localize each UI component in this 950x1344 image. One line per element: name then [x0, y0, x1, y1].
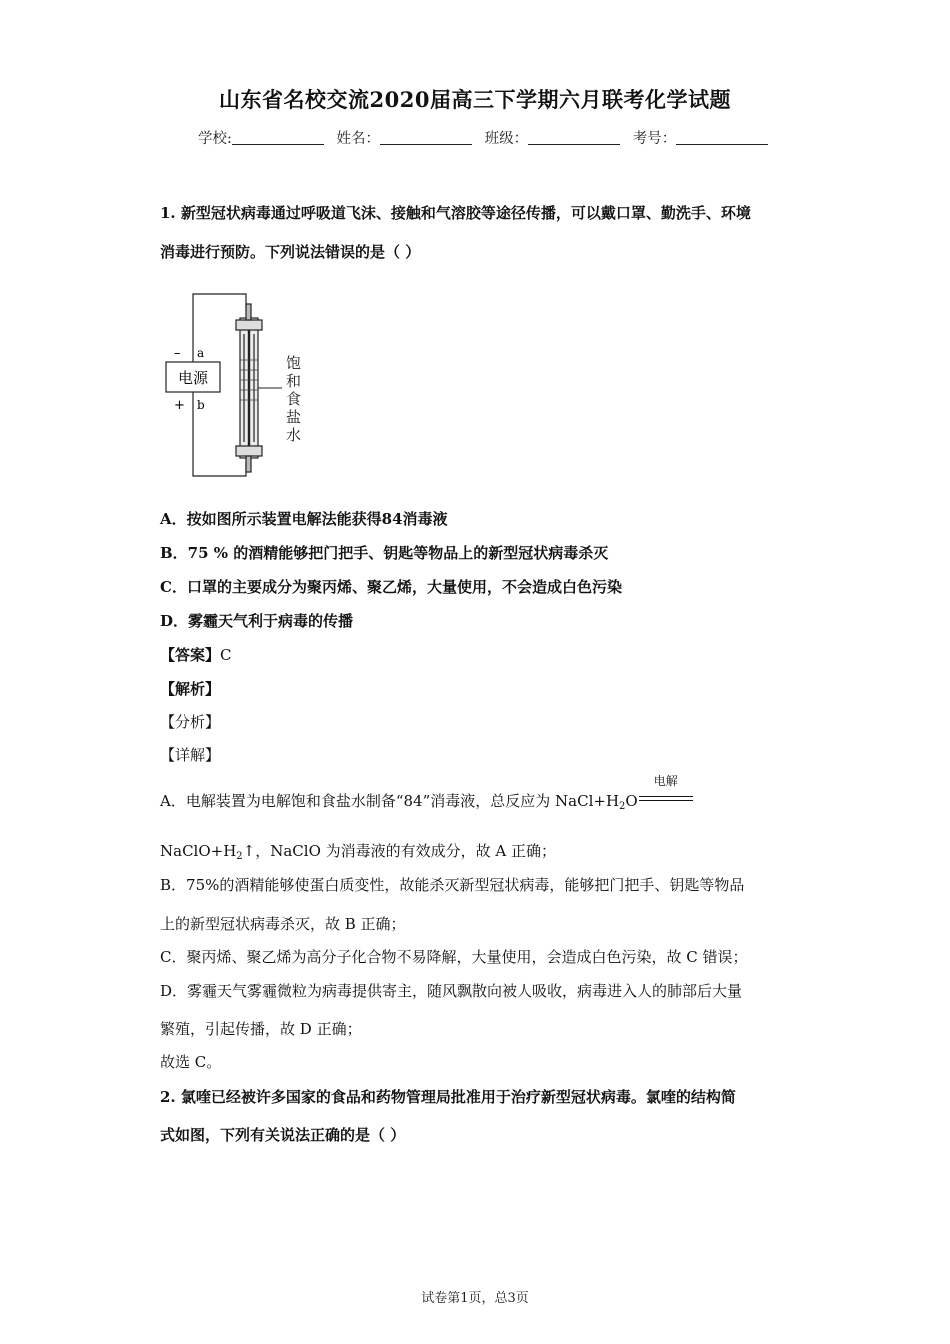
expl-a-prefix: A．电解装置为电解饱和食盐水制备“84”消毒液，总反应为 NaCl+H	[160, 792, 620, 810]
q1-option-c[interactable]: C．口罩的主要成分为聚丙烯、聚乙烯，大量使用，不会造成白色污染	[160, 578, 622, 596]
expl-a2-rest: ↑，NaClO 为消毒液的有效成分，故 A 正确；	[242, 842, 557, 860]
solution-char-3: 食	[286, 390, 302, 408]
name-blank[interactable]	[380, 130, 472, 145]
answer-line	[160, 644, 232, 665]
expl-a-sub: 2	[619, 801, 626, 812]
exam-number-label: 考号：	[632, 131, 677, 147]
plus-sign: +	[174, 398, 185, 413]
solution-label	[286, 354, 301, 444]
expl-a-line1	[160, 774, 693, 812]
expl-b-line2: 上的新型冠状病毒杀灭，故 B 正确；	[160, 915, 406, 933]
page-title: 山东省名校交流2020届高三下学期六月联考化学试题	[219, 87, 731, 112]
expl-a2-sub: 2	[236, 851, 243, 862]
detail-heading: 【详解】	[160, 746, 221, 764]
expl-a-line2	[160, 840, 556, 862]
expl-b-line1: B．75%的酒精能够使蛋白质变性，故能杀灭新型冠状病毒，能够把门把手、钥匙等物品	[160, 876, 745, 894]
electrolysis-equals-sign	[639, 774, 693, 804]
solution-char-1: 饱	[286, 354, 302, 372]
expl-c-line: C．聚丙烯、聚乙烯为高分子化合物不易降解，大量使用，会造成白色污染，故 C 错误；	[160, 948, 748, 966]
school-blank[interactable]	[232, 130, 324, 145]
terminal-a: a	[197, 346, 205, 360]
minus-sign: –	[174, 346, 181, 361]
expl-a2-pre: NaClO+H	[160, 842, 237, 860]
answer-label: 【答案】	[160, 646, 221, 664]
class-blank[interactable]	[528, 130, 620, 145]
electrolysis-apparatus-figure	[160, 290, 320, 480]
solution-char-5: 水	[286, 426, 302, 444]
expl-d-line2: 繁殖，引起传播，故 D 正确；	[160, 1020, 362, 1038]
student-info-row	[198, 127, 776, 148]
q1-option-a[interactable]: A．按如图所示装置电解法能获得84消毒液	[160, 510, 448, 528]
terminal-b: b	[197, 398, 205, 412]
q1-option-d[interactable]: D．雾霾天气利于病毒的传播	[160, 612, 354, 630]
analysis-heading: 【解析】	[160, 680, 221, 698]
q2-stem-line2: 式如图，下列有关说法正确的是（ ）	[160, 1126, 406, 1144]
q1-option-b[interactable]: B．75 % 的酒精能够把门把手、钥匙等物品上的新型冠状病毒杀灭	[160, 544, 609, 562]
electrolysis-condition: 电解	[653, 774, 678, 788]
page-footer: 试卷第1页，总3页	[421, 1291, 529, 1306]
expl-a-o: O	[625, 792, 638, 810]
answer-value: C	[220, 646, 232, 664]
fenxi-heading: 【分析】	[160, 713, 221, 731]
q2-stem-line1: 2. 氯喹已经被许多国家的食品和药物管理局批准用于治疗新型冠状病毒。氯喹的结构简	[160, 1088, 736, 1106]
exam-number-blank[interactable]	[676, 130, 768, 145]
name-label: 姓名：	[336, 131, 380, 147]
q1-stem-line2: 消毒进行预防。下列说法错误的是（ ）	[160, 243, 421, 261]
expl-d-line1: D．雾霾天气雾霾微粒为病毒提供寄主，随风飘散向被人吸收，病毒进入人的肺部后大量	[160, 982, 743, 1000]
solution-char-2: 和	[286, 372, 302, 390]
power-source-label: 电源	[177, 369, 209, 387]
solution-char-4: 盐	[286, 408, 302, 426]
school-label: 学校:	[198, 131, 232, 147]
q1-stem-line1: 1. 新型冠状病毒通过呼吸道飞沫、接触和气溶胶等途径传播，可以戴口罩、勤洗手、环境	[160, 204, 751, 222]
conclusion-line: 故选 C。	[160, 1053, 222, 1071]
class-label: 班级：	[484, 131, 529, 147]
